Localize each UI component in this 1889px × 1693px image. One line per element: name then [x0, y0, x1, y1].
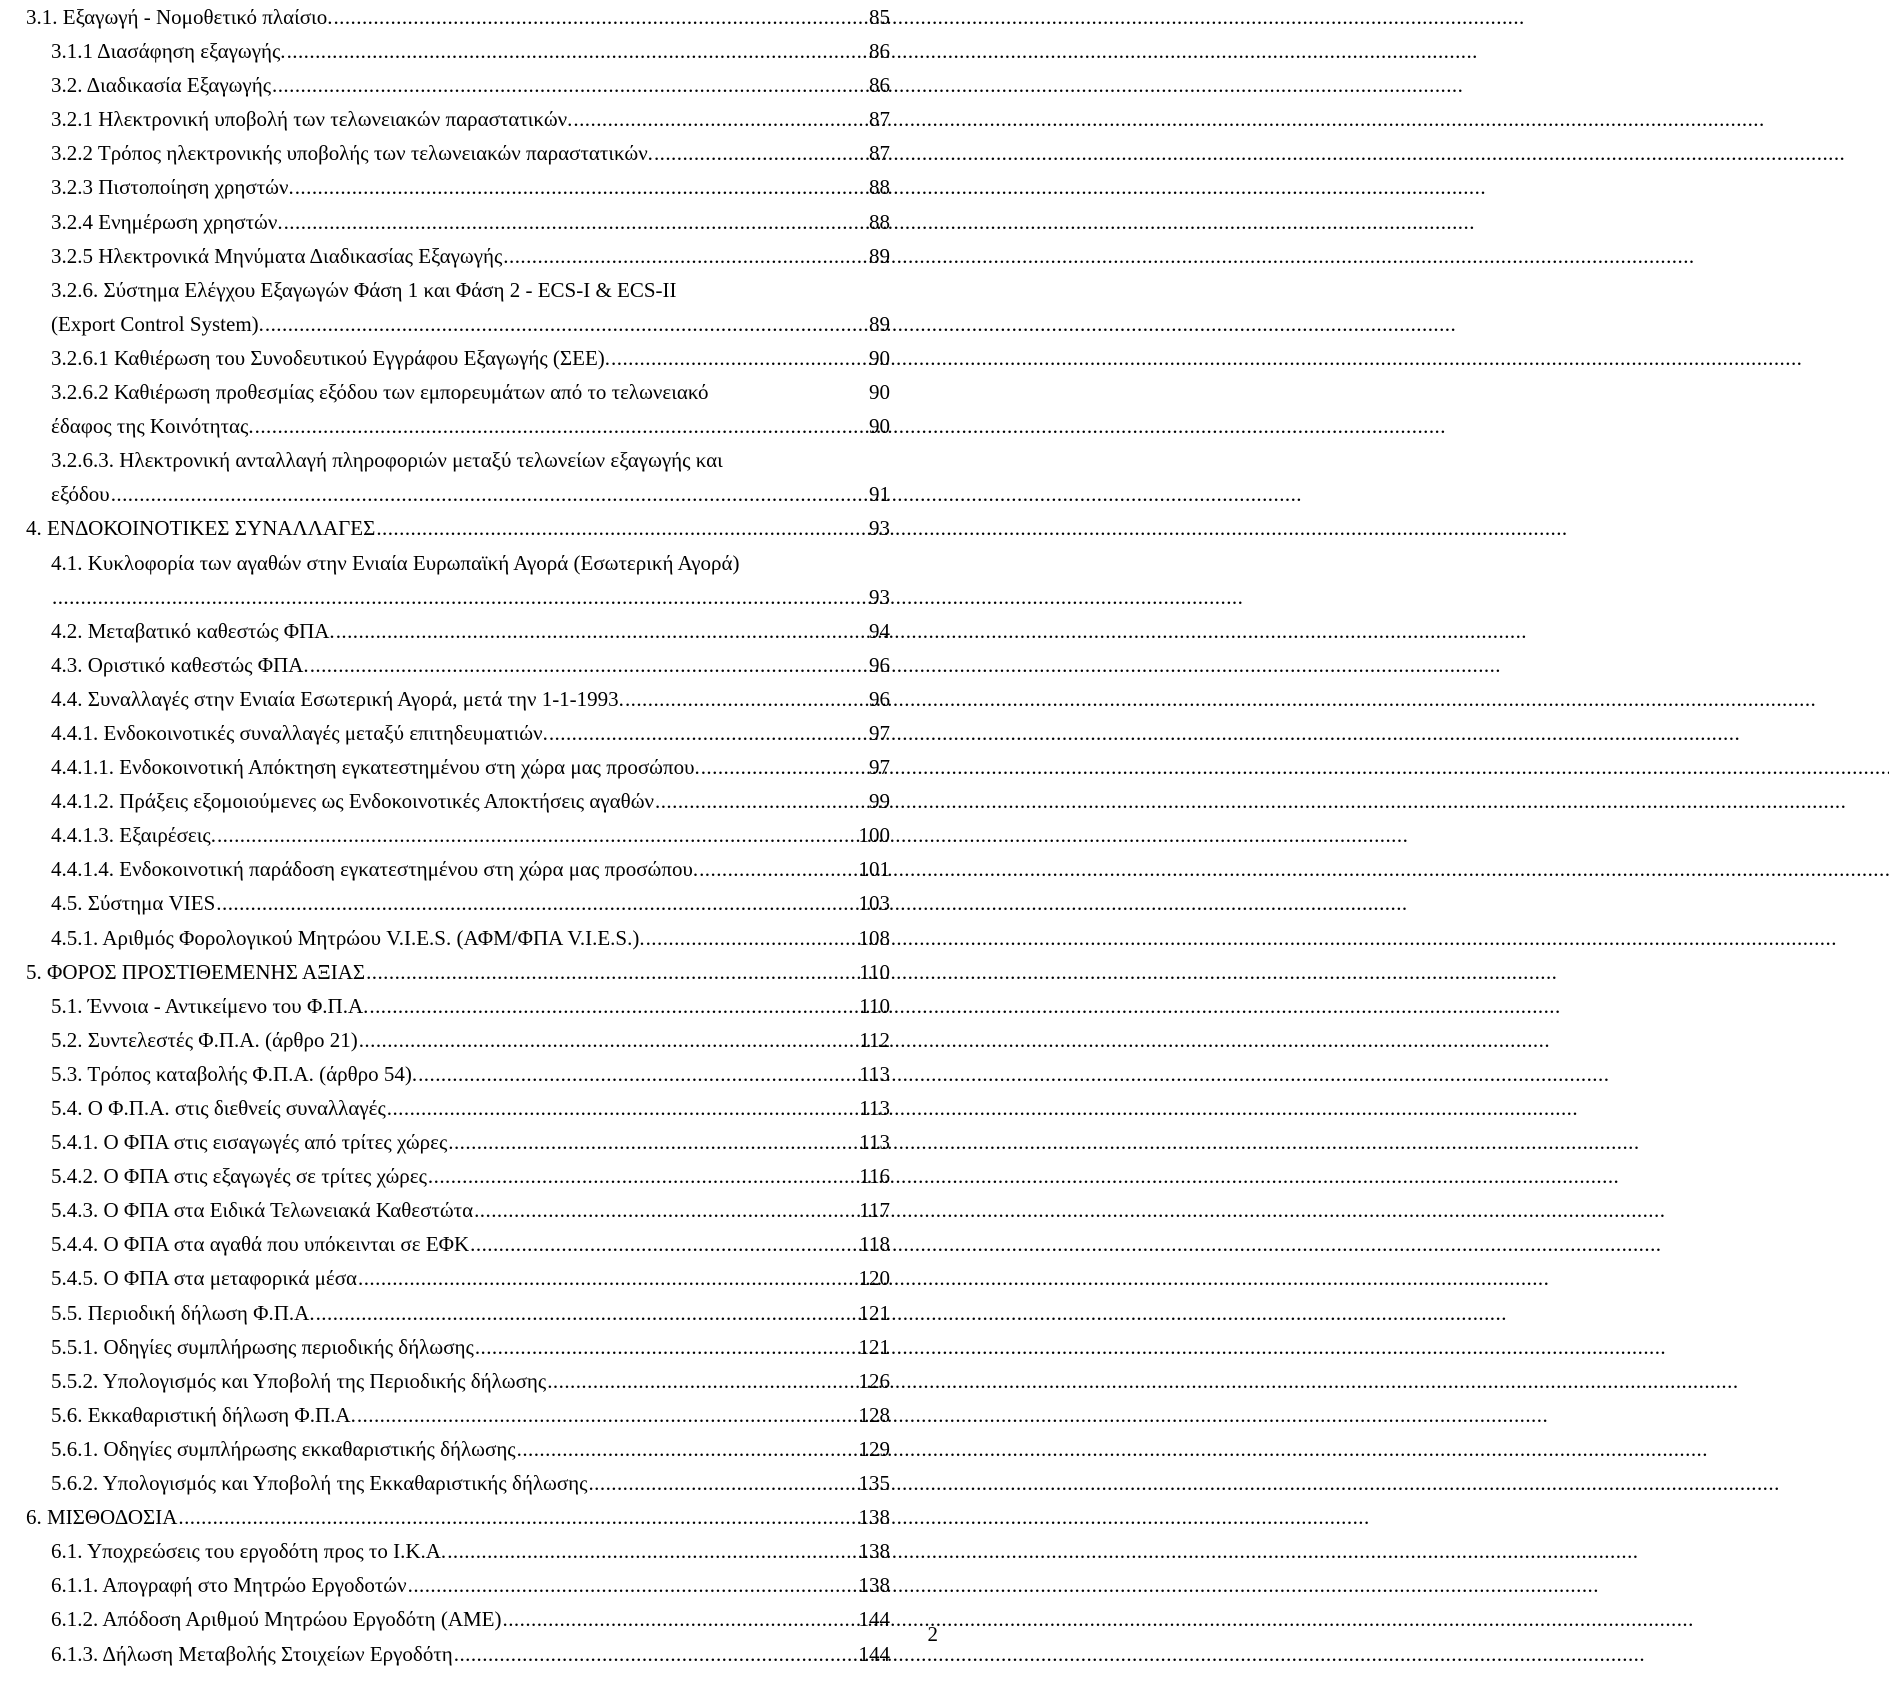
toc-entry-text: 3.1. Εξαγωγή - Νομοθετικό πλαίσιο. — [26, 5, 333, 29]
toc-dot-leader — [387, 1091, 858, 1125]
toc-entry-page: 138 — [858, 1573, 890, 1598]
toc-entry-text: 3.2.5 Ηλεκτρονικά Μηνύματα Διαδικασίας Εξαγωγής — [51, 243, 503, 268]
toc-entry-page: 128 — [858, 1402, 890, 1427]
toc-entry-text: 5.5.2. Υπολογισμός και Υποβολή της Περιοδικής δήλωσης — [51, 1368, 547, 1393]
toc-entry-text: 5.1. Έννοια - Αντικείμενο του Φ.Π.Α. — [51, 993, 369, 1018]
toc-dot-leader — [287, 34, 868, 68]
toc-dot-leader — [336, 614, 868, 648]
toc-entry-page: 108 — [858, 925, 890, 950]
toc-entry[interactable] — [26, 34, 890, 68]
toc-dot-leader — [588, 1466, 857, 1500]
toc-entry-wrapped-line[interactable] — [26, 546, 890, 580]
toc-entry-wrapped-line[interactable] — [26, 375, 890, 409]
toc-entry-text: 3.2.4 Ενημέρωση χρηστών. — [51, 209, 283, 234]
toc-dot-leader — [333, 0, 868, 34]
toc-entry-page: 86 — [869, 39, 890, 64]
toc-entry-page: 96 — [869, 686, 890, 711]
toc-entry-text: (Export Control System). — [51, 311, 264, 336]
toc-entry-text: 6.1.2. Απόδοση Αριθμού Μητρώου Εργοδότη (ΑΜΕ) — [51, 1607, 502, 1632]
toc-dot-leader — [265, 307, 868, 341]
toc-entry[interactable] — [26, 1057, 890, 1091]
toc-dot-leader — [547, 1364, 857, 1398]
toc-entry-page: 138 — [858, 1505, 890, 1530]
toc-entry-page: 103 — [858, 891, 890, 916]
toc-entry[interactable] — [26, 921, 890, 955]
toc-entry-text: εξόδου — [51, 482, 110, 507]
toc-dot-leader — [447, 1534, 857, 1568]
toc-entry-page: 135 — [858, 1471, 890, 1496]
toc-entry-text: 4.4.1. Ενδοκοινοτικές συναλλαγές μεταξύ επιτηδευματιών. — [51, 720, 548, 745]
toc-dot-leader — [310, 648, 868, 682]
toc-dot-leader — [216, 886, 857, 920]
toc-entry[interactable] — [26, 1602, 890, 1636]
toc-entry-page: 90 — [869, 380, 890, 405]
toc-entry[interactable] — [26, 136, 890, 170]
toc-entry-page: 138 — [858, 1539, 890, 1564]
toc-entry-page: 90 — [869, 345, 890, 370]
toc-entry-page: 91 — [869, 482, 890, 507]
toc-entry-text: 3.2.3 Πιστοποίηση χρηστών. — [51, 175, 294, 200]
toc-entry-text: 4.4.1.4. Ενδοκοινοτική παράδοση εγκατεστημένου στη χώρα μας προσώπου. — [51, 857, 699, 882]
toc-entry-page: 110 — [859, 959, 890, 984]
toc-dot-leader — [699, 852, 857, 886]
toc-entry[interactable] — [26, 1364, 890, 1398]
toc-dot-leader — [376, 511, 868, 545]
toc-entry-text: 5.6.1. Οδηγίες συμπλήρωσης εκκαθαριστικής δήλωσης — [51, 1436, 516, 1461]
toc-entry[interactable] — [26, 1296, 890, 1330]
toc-entry[interactable] — [26, 477, 890, 511]
toc-entry[interactable] — [26, 989, 890, 1023]
toc-entry-page: 144 — [858, 1641, 890, 1666]
page-number: 2 — [927, 1622, 938, 1646]
toc-dot-leader — [646, 921, 858, 955]
toc-entry-page: 121 — [858, 1334, 890, 1359]
toc-entry[interactable] — [26, 682, 890, 716]
toc-entry-text: 4.5.1. Αριθμός Φορολογικού Μητρώου V.I.E.S. (ΑΦΜ/ΦΠΑ V.I.E.S.). — [51, 925, 645, 950]
toc-entry[interactable] — [26, 1330, 890, 1364]
toc-entry-text: 6.1.3. Δήλωση Μεταβολής Στοιχείων Εργοδότη — [51, 1641, 453, 1666]
toc-entry[interactable] — [26, 648, 890, 682]
toc-dot-leader — [369, 989, 858, 1023]
toc-entry-text: έδαφος της Κοινότητας. — [51, 414, 254, 439]
toc-entry[interactable] — [26, 1125, 890, 1159]
toc-entry-page: 86 — [869, 73, 890, 98]
toc-entry-page: 121 — [858, 1300, 890, 1325]
toc-entry-wrapped-line[interactable] — [26, 443, 890, 477]
toc-entry-page: 110 — [859, 993, 890, 1018]
toc-dot-leader — [503, 239, 868, 273]
toc-dot-leader — [428, 1159, 858, 1193]
toc-entry-page: 126 — [858, 1368, 890, 1393]
toc-dot-leader — [448, 1125, 858, 1159]
toc-dot-leader — [357, 1398, 858, 1432]
toc-entry-page: 118 — [859, 1232, 890, 1257]
toc-entry-page: 88 — [869, 175, 890, 200]
toc-entry[interactable] — [26, 580, 890, 614]
toc-entry-page: 96 — [869, 652, 890, 677]
toc-entry-text: 3.2.2 Τρόπος ηλεκτρονικής υποβολής των τελωνειακών παραστατικών. — [51, 141, 653, 166]
toc-entry[interactable] — [26, 170, 890, 204]
toc-entry-page: 85 — [869, 5, 890, 29]
toc-entry[interactable] — [26, 955, 890, 989]
toc-dot-leader — [517, 1432, 858, 1466]
toc-entry-page: 100 — [858, 823, 890, 848]
toc-entry-text: 4.3. Οριστικό καθεστώς ΦΠΑ. — [51, 652, 309, 677]
toc-dot-leader — [366, 955, 858, 989]
toc-dot-leader — [549, 716, 868, 750]
toc-entry-text: 5.3. Τρόπος καταβολής Φ.Π.Α. (άρθρο 54). — [51, 1061, 418, 1086]
toc-entry-page: 89 — [869, 311, 890, 336]
toc-entry-page: 94 — [869, 618, 890, 643]
toc-entry[interactable] — [26, 614, 890, 648]
toc-entry[interactable] — [26, 1398, 890, 1432]
toc-dot-leader — [255, 409, 868, 443]
toc-dot-leader — [284, 205, 868, 239]
toc-entry[interactable] — [26, 1568, 890, 1602]
toc-entry-text: 3.2.6.1 Καθιέρωση του Συνοδευτικού Εγγράφου Εξαγωγής (ΣΕΕ). — [51, 345, 611, 370]
toc-entry-page: 144 — [858, 1607, 890, 1632]
toc-entry-text: 4.2. Μεταβατικό καθεστώς ΦΠΑ. — [51, 618, 335, 643]
toc-entry[interactable] — [26, 852, 890, 886]
toc-entry[interactable] — [26, 1193, 890, 1227]
toc-entry[interactable] — [26, 886, 890, 920]
toc-entry-text: 6.1. Υποχρεώσεις του εργοδότη προς το Ι.Κ.Α. — [51, 1539, 447, 1564]
toc-entry-text: 5.4.1. Ο ΦΠΑ στις εισαγωγές από τρίτες χώρες — [51, 1130, 448, 1155]
toc-entry[interactable] — [26, 716, 890, 750]
toc-dot-leader — [316, 1296, 858, 1330]
toc-dot-leader — [359, 1023, 859, 1057]
toc-dot-leader — [272, 68, 868, 102]
toc-entry[interactable] — [26, 784, 890, 818]
toc-entry-text: 6. ΜΙΣΘΟΔΟΣΙΑ — [26, 1505, 178, 1530]
toc-entry-page: 120 — [858, 1266, 890, 1291]
toc-dot-leader — [655, 784, 868, 818]
toc-entry-text: 5.4.3. Ο ΦΠΑ στα Ειδικά Τελωνειακά Καθεστώτα — [51, 1198, 474, 1223]
toc-entry[interactable] — [26, 0, 890, 34]
toc-dot-leader — [178, 1500, 857, 1534]
toc-entry-page: 101 — [858, 857, 890, 882]
toc-dot-leader — [475, 1330, 858, 1364]
toc-entry-text: 5. ΦΟΡΟΣ ΠΡΟΣΤΙΘΕΜΕΝΗΣ ΑΞΙΑΣ — [26, 959, 366, 984]
toc-entry-page: 97 — [869, 755, 890, 780]
toc-dot-leader — [474, 1193, 858, 1227]
toc-entry[interactable] — [26, 205, 890, 239]
toc-entry[interactable] — [26, 307, 890, 341]
toc-entry-text: 3.2.1 Ηλεκτρονική υποβολή των τελωνειακών παραστατικών. — [51, 107, 573, 132]
toc-entry-page: 113 — [859, 1130, 890, 1155]
toc-entry-text: 5.4.5. Ο ΦΠΑ στα μεταφορικά μέσα — [51, 1266, 358, 1291]
toc-entry[interactable] — [26, 1534, 890, 1568]
toc-entry-text: 5.6. Εκκαθαριστική δήλωση Φ.Π.Α. — [51, 1402, 356, 1427]
toc-entry[interactable] — [26, 1432, 890, 1466]
toc-entry[interactable] — [26, 239, 890, 273]
toc-entry[interactable] — [26, 409, 890, 443]
toc-entry-text: 3.2.6.2 Καθιέρωση προθεσμίας εξόδου των εμπορευμάτων από το τελωνειακό — [51, 380, 709, 405]
toc-dot-leader — [358, 1261, 857, 1295]
toc-entry-page: 117 — [859, 1198, 890, 1223]
toc-entry-text: 4. ΕΝΔΟΚΟΙΝΟΤΙΚΕΣ ΣΥΝΑΛΛΑΓΕΣ — [26, 516, 376, 541]
toc-dot-leader — [52, 580, 868, 614]
toc-entry[interactable] — [26, 1023, 890, 1057]
toc-entry-text: 6.1.1. Απογραφή στο Μητρώο Εργοδοτών — [51, 1573, 407, 1598]
toc-dot-leader — [654, 136, 868, 170]
toc-entry-page: 113 — [859, 1096, 890, 1120]
toc-entry-page: 89 — [869, 243, 890, 268]
toc-entry[interactable] — [26, 1159, 890, 1193]
toc-dot-leader — [111, 477, 868, 511]
toc-entry[interactable] — [26, 818, 890, 852]
toc-entry-page: 97 — [869, 720, 890, 745]
toc-entry[interactable] — [26, 1466, 890, 1500]
toc-entry[interactable] — [26, 1091, 890, 1125]
toc-entry-page: 93 — [869, 516, 890, 541]
toc-entry-text: 5.4.4. Ο ΦΠΑ στα αγαθά που υπόκεινται σε ΕΦΚ — [51, 1232, 470, 1257]
toc-entry-wrapped-line[interactable] — [26, 273, 890, 307]
toc-entry-text: 5.4. Ο Φ.Π.Α. στις διεθνείς συναλλαγές — [51, 1096, 386, 1120]
toc-entry-page: 90 — [869, 414, 890, 439]
toc-entry-page: 87 — [869, 141, 890, 166]
toc-entry-text: 4.4.1.1. Ενδοκοινοτική Απόκτηση εγκατεστημένου στη χώρα μας προσώπου. — [51, 755, 700, 780]
toc-entry-text: 5.5. Περιοδική δήλωση Φ.Π.Α. — [51, 1300, 315, 1325]
toc-dot-leader — [470, 1227, 858, 1261]
toc-entry-page: 93 — [869, 584, 890, 609]
toc-dot-leader — [611, 341, 868, 375]
toc-entry-text: 5.4.2. Ο ΦΠΑ στις εξαγωγές σε τρίτες χώρες — [51, 1164, 427, 1189]
toc-entry-text: 4.1. Κυκλοφορία των αγαθών στην Ενιαία Ευρωπαϊκή Αγορά (Εσωτερική Αγορά) — [51, 550, 740, 575]
toc-entry[interactable] — [26, 68, 890, 102]
toc-entry-text: 3.1.1 Διασάφηση εξαγωγής. — [51, 39, 286, 64]
toc-entry-page: 87 — [869, 107, 890, 132]
toc-entry-page: 112 — [859, 1027, 890, 1052]
toc-entry-text: 3.2.6. Σύστημα Ελέγχου Εξαγωγών Φάση 1 και Φάση 2 - ECS-I & ECS-II — [51, 277, 677, 302]
toc-entry-page: 116 — [859, 1164, 890, 1189]
toc-dot-leader — [573, 102, 868, 136]
toc-dot-leader — [418, 1057, 858, 1091]
toc-entry-text: 5.2. Συντελεστές Φ.Π.Α. (άρθρο 21) — [51, 1027, 358, 1052]
toc-entry-text: 4.4.1.2. Πράξεις εξομοιούμενες ως Ενδοκοινοτικές Αποκτήσεις αγαθών — [51, 789, 655, 814]
table-of-contents — [26, 0, 890, 1671]
toc-dot-leader — [408, 1568, 858, 1602]
toc-entry-text: 4.4. Συναλλαγές στην Ενιαία Εσωτερική Αγορά, μετά την 1-1-1993. — [51, 686, 624, 711]
toc-entry[interactable] — [26, 1637, 890, 1671]
toc-entry-text: 4.5. Σύστημα VIES — [51, 891, 216, 916]
toc-dot-leader — [454, 1637, 858, 1671]
toc-entry[interactable] — [26, 1227, 890, 1261]
toc-dot-leader — [217, 818, 858, 852]
toc-entry-text: 5.6.2. Υπολογισμός και Υποβολή της Εκκαθαριστικής δήλωσης — [51, 1471, 588, 1496]
toc-entry[interactable] — [26, 511, 890, 545]
toc-dot-leader — [625, 682, 868, 716]
toc-entry-page: 113 — [859, 1061, 890, 1086]
toc-entry-text: 4.4.1.3. Εξαιρέσεις. — [51, 823, 216, 848]
toc-dot-leader — [701, 750, 868, 784]
toc-entry-text: 3.2.6.3. Ηλεκτρονική ανταλλαγή πληροφοριών μεταξύ τελωνείων εξαγωγής και — [51, 448, 723, 473]
toc-entry-page: 129 — [858, 1436, 890, 1461]
toc-entry[interactable] — [26, 1500, 890, 1534]
toc-dot-leader — [295, 170, 868, 204]
toc-entry[interactable] — [26, 341, 890, 375]
toc-entry-page: 88 — [869, 209, 890, 234]
toc-entry[interactable] — [26, 750, 890, 784]
toc-entry[interactable] — [26, 102, 890, 136]
toc-entry-text: 3.2. Διαδικασία Εξαγωγής — [51, 73, 272, 98]
toc-entry-page: 99 — [869, 789, 890, 814]
toc-entry[interactable] — [26, 1261, 890, 1295]
toc-dot-leader — [503, 1602, 858, 1636]
toc-entry-text: 5.5.1. Οδηγίες συμπλήρωσης περιοδικής δήλωσης — [51, 1334, 474, 1359]
